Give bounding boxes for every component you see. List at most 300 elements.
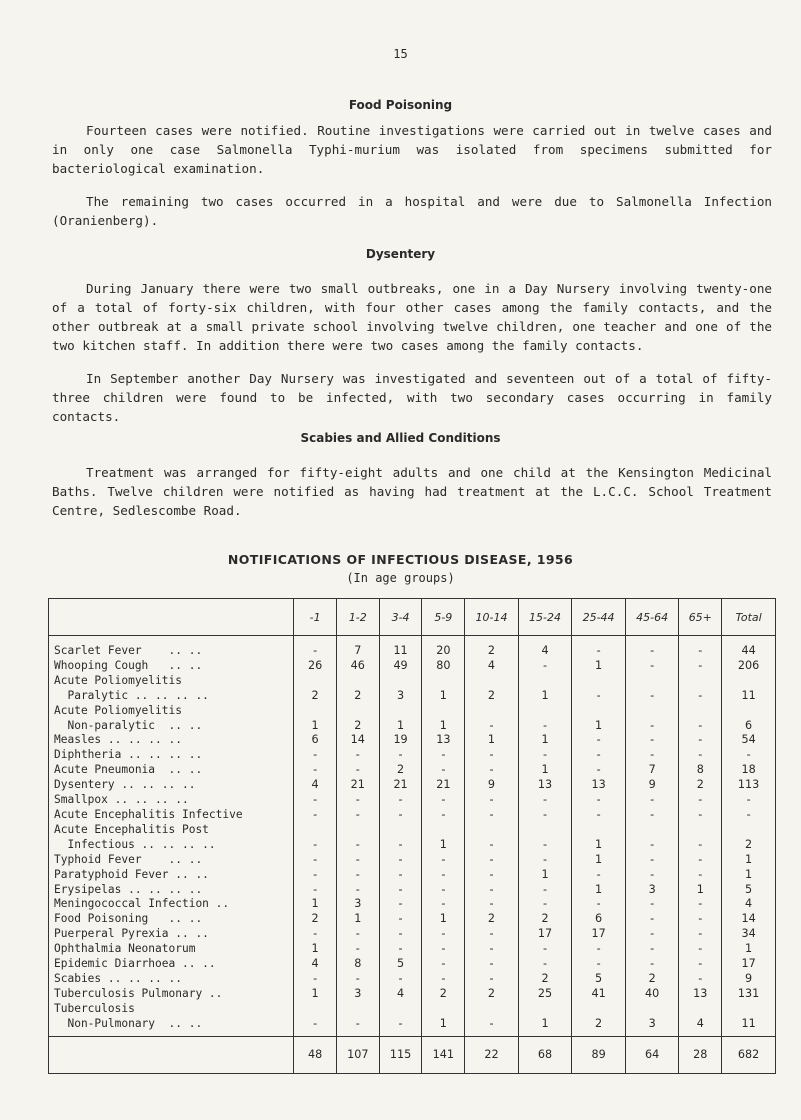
case-count: - <box>336 927 379 942</box>
case-count: - <box>422 853 465 868</box>
case-count: - <box>336 942 379 957</box>
case-count: 1 <box>722 942 776 957</box>
case-count: 44 <box>722 636 776 659</box>
case-count: - <box>379 883 422 898</box>
case-count: - <box>465 972 519 987</box>
case-count: 1 <box>422 838 465 853</box>
case-count: - <box>294 838 337 853</box>
dysentery-heading: Dysentery <box>365 247 436 261</box>
case-count: 13 <box>572 778 626 793</box>
case-count <box>379 704 422 719</box>
case-count: - <box>294 883 337 898</box>
case-count <box>722 823 776 838</box>
case-count: - <box>294 748 337 763</box>
case-count: - <box>679 808 722 823</box>
case-count: - <box>625 868 679 883</box>
case-count: - <box>572 957 626 972</box>
case-count: - <box>336 883 379 898</box>
case-count: - <box>625 897 679 912</box>
disease-name: Acute Poliomyelitis <box>49 704 294 719</box>
food-poisoning-paragraph-2: The remaining two cases occurred in a hospital and were due to Salmonella Infection (Oranienberg). <box>52 194 772 228</box>
case-count: - <box>518 853 572 868</box>
case-count <box>679 1002 722 1017</box>
case-count: 1 <box>518 733 572 748</box>
table-row <box>49 704 776 719</box>
case-count: - <box>465 793 519 808</box>
case-count: - <box>518 897 572 912</box>
case-count: - <box>422 883 465 898</box>
column-header: 10-14 <box>465 599 519 636</box>
case-count: 4 <box>679 1017 722 1036</box>
column-header-disease <box>49 599 294 636</box>
case-count: 1 <box>722 853 776 868</box>
table-row <box>49 912 776 927</box>
case-count: - <box>679 748 722 763</box>
table-row <box>49 689 776 704</box>
case-count: - <box>422 927 465 942</box>
column-total: 115 <box>379 1036 422 1073</box>
case-count: 21 <box>336 778 379 793</box>
food-poisoning-heading: Food Poisoning <box>348 98 453 112</box>
notifications-table <box>48 598 776 1074</box>
case-count <box>679 823 722 838</box>
case-count <box>465 823 519 838</box>
case-count: 1 <box>336 912 379 927</box>
case-count: 14 <box>336 733 379 748</box>
case-count: 21 <box>379 778 422 793</box>
case-count: 17 <box>572 927 626 942</box>
case-count: 1 <box>572 883 626 898</box>
case-count: 49 <box>379 659 422 674</box>
case-count: - <box>679 659 722 674</box>
column-header: 1-2 <box>336 599 379 636</box>
case-count: - <box>518 883 572 898</box>
case-count: - <box>679 853 722 868</box>
case-count: - <box>625 942 679 957</box>
case-count: 20 <box>422 636 465 659</box>
case-count: - <box>625 838 679 853</box>
case-count: 7 <box>625 763 679 778</box>
case-count: 4 <box>294 778 337 793</box>
dysentery-paragraph-2: In September another Day Nursery was investigated and seventeen out of a total of fifty-three children were found to be infected, with two secondary cases occurring in family contacts. <box>52 371 772 424</box>
case-count: - <box>518 748 572 763</box>
disease-name: Whooping Cough .. .. <box>49 659 294 674</box>
case-count: - <box>336 793 379 808</box>
case-count: - <box>625 912 679 927</box>
case-count: - <box>572 942 626 957</box>
case-count: 131 <box>722 987 776 1002</box>
case-count: - <box>465 719 519 734</box>
case-count: 80 <box>422 659 465 674</box>
case-count: - <box>465 897 519 912</box>
case-count: - <box>465 942 519 957</box>
case-count: - <box>572 748 626 763</box>
case-count: - <box>379 897 422 912</box>
table-row <box>49 957 776 972</box>
case-count: 6 <box>294 733 337 748</box>
case-count: 1 <box>572 719 626 734</box>
disease-name: Ophthalmia Neonatorum <box>49 942 294 957</box>
column-header: 25-44 <box>572 599 626 636</box>
case-count: 8 <box>336 957 379 972</box>
case-count: 1 <box>572 659 626 674</box>
case-count: 4 <box>722 897 776 912</box>
case-count: 1 <box>294 942 337 957</box>
disease-name: Erysipelas .. .. .. .. <box>49 883 294 898</box>
column-total: 22 <box>465 1036 519 1073</box>
disease-name: Puerperal Pyrexia .. .. <box>49 927 294 942</box>
case-count: 1 <box>294 987 337 1002</box>
case-count: 5 <box>722 883 776 898</box>
column-total: 28 <box>679 1036 722 1073</box>
table-row <box>49 1002 776 1017</box>
disease-name: Acute Encephalitis Post <box>49 823 294 838</box>
case-count: - <box>625 689 679 704</box>
case-count: - <box>422 793 465 808</box>
case-count: - <box>679 733 722 748</box>
case-count <box>722 704 776 719</box>
case-count <box>379 1002 422 1017</box>
case-count <box>572 823 626 838</box>
case-count: - <box>572 808 626 823</box>
case-count: 21 <box>422 778 465 793</box>
disease-name: Smallpox .. .. .. .. <box>49 793 294 808</box>
case-count: - <box>336 838 379 853</box>
case-count: - <box>422 957 465 972</box>
case-count <box>518 674 572 689</box>
column-total: 48 <box>294 1036 337 1073</box>
case-count: - <box>518 808 572 823</box>
case-count: - <box>625 733 679 748</box>
case-count: 14 <box>722 912 776 927</box>
case-count: 11 <box>722 1017 776 1036</box>
case-count: - <box>379 793 422 808</box>
case-count: - <box>722 793 776 808</box>
totals-label-cell <box>49 1036 294 1073</box>
case-count: - <box>465 1017 519 1036</box>
case-count: 1 <box>722 868 776 883</box>
case-count <box>625 1002 679 1017</box>
case-count <box>572 704 626 719</box>
case-count: 18 <box>722 763 776 778</box>
case-count: 1 <box>422 912 465 927</box>
case-count: - <box>422 897 465 912</box>
case-count <box>518 1002 572 1017</box>
case-count: - <box>572 897 626 912</box>
case-count: - <box>379 972 422 987</box>
case-count: - <box>572 868 626 883</box>
case-count: 2 <box>679 778 722 793</box>
case-count: - <box>679 912 722 927</box>
case-count: 13 <box>422 733 465 748</box>
case-count: - <box>679 927 722 942</box>
case-count: - <box>679 719 722 734</box>
case-count: - <box>379 748 422 763</box>
table-row <box>49 733 776 748</box>
case-count: 26 <box>294 659 337 674</box>
case-count: - <box>336 853 379 868</box>
case-count: - <box>625 853 679 868</box>
case-count: - <box>679 689 722 704</box>
column-total: 141 <box>422 1036 465 1073</box>
food-poisoning-paragraph-1: Fourteen cases were notified. Routine investigations were carried out in twelve cases and in only one case Salmonella Typhi-murium was isolated from specimens submitted for bacteriological examination. <box>52 123 772 176</box>
case-count: 2 <box>722 838 776 853</box>
case-count: - <box>422 868 465 883</box>
case-count: 1 <box>572 838 626 853</box>
case-count <box>422 1002 465 1017</box>
case-count: 2 <box>336 719 379 734</box>
case-count: 17 <box>722 957 776 972</box>
case-count: - <box>336 808 379 823</box>
case-count: 9 <box>465 778 519 793</box>
case-count: - <box>518 838 572 853</box>
case-count: 4 <box>294 957 337 972</box>
disease-name: Scarlet Fever .. .. <box>49 636 294 659</box>
column-total: 89 <box>572 1036 626 1073</box>
disease-name: Dysentery .. .. .. .. <box>49 778 294 793</box>
case-count: 3 <box>379 689 422 704</box>
case-count: 40 <box>625 987 679 1002</box>
case-count: 46 <box>336 659 379 674</box>
case-count <box>294 1002 337 1017</box>
case-count: - <box>625 793 679 808</box>
case-count: - <box>294 972 337 987</box>
case-count: 11 <box>722 689 776 704</box>
table-row <box>49 883 776 898</box>
case-count: - <box>572 793 626 808</box>
case-count: - <box>679 972 722 987</box>
case-count: 5 <box>572 972 626 987</box>
disease-name: Non-Pulmonary .. .. <box>49 1017 294 1036</box>
case-count: - <box>465 838 519 853</box>
disease-name: Tuberculosis <box>49 1002 294 1017</box>
case-count: 2 <box>572 1017 626 1036</box>
table-row <box>49 838 776 853</box>
case-count: - <box>722 808 776 823</box>
table-row <box>49 972 776 987</box>
disease-name: Food Poisoning .. .. <box>49 912 294 927</box>
case-count: 1 <box>518 868 572 883</box>
case-count: 8 <box>679 763 722 778</box>
case-count: - <box>379 942 422 957</box>
case-count: - <box>679 868 722 883</box>
table-row <box>49 808 776 823</box>
column-header: -1 <box>294 599 337 636</box>
case-count: - <box>625 719 679 734</box>
table-row <box>49 987 776 1002</box>
case-count: 9 <box>625 778 679 793</box>
case-count: - <box>294 868 337 883</box>
column-header: Total <box>722 599 776 636</box>
scabies-paragraph-1: Treatment was arranged for fifty-eight adults and one child at the Kensington Medicinal Baths. Twelve children were notified as having had treatment at the L.C.C. School Treatment Centre, Sedlescombe Road. <box>52 465 772 518</box>
disease-name: Acute Poliomyelitis <box>49 674 294 689</box>
disease-name: Paralytic .. .. .. .. <box>49 689 294 704</box>
case-count: 9 <box>722 972 776 987</box>
disease-name: Acute Pneumonia .. .. <box>49 763 294 778</box>
disease-name: Non-paralytic .. .. <box>49 719 294 734</box>
case-count: 2 <box>379 763 422 778</box>
disease-name: Tuberculosis Pulmonary .. <box>49 987 294 1002</box>
case-count: 6 <box>572 912 626 927</box>
case-count <box>722 674 776 689</box>
case-count: - <box>625 659 679 674</box>
case-count: 1 <box>422 1017 465 1036</box>
case-count: - <box>625 748 679 763</box>
case-count: 4 <box>465 659 519 674</box>
disease-name: Paratyphoid Fever .. .. <box>49 868 294 883</box>
column-total: 68 <box>518 1036 572 1073</box>
case-count <box>465 704 519 719</box>
case-count: - <box>625 927 679 942</box>
case-count: - <box>572 636 626 659</box>
case-count: 19 <box>379 733 422 748</box>
column-header: 15-24 <box>518 599 572 636</box>
case-count: 1 <box>518 1017 572 1036</box>
case-count: - <box>572 763 626 778</box>
case-count: - <box>336 763 379 778</box>
case-count: 11 <box>379 636 422 659</box>
table-row <box>49 868 776 883</box>
case-count <box>294 674 337 689</box>
table-row <box>49 674 776 689</box>
case-count: - <box>422 972 465 987</box>
case-count: - <box>518 659 572 674</box>
column-header: 3-4 <box>379 599 422 636</box>
case-count: 3 <box>336 987 379 1002</box>
case-count: - <box>722 748 776 763</box>
case-count: 1 <box>465 733 519 748</box>
case-count: 4 <box>518 636 572 659</box>
column-header: 5-9 <box>422 599 465 636</box>
case-count: - <box>679 942 722 957</box>
table-row <box>49 942 776 957</box>
case-count: - <box>465 748 519 763</box>
column-header: 45-64 <box>625 599 679 636</box>
case-count: 2 <box>465 912 519 927</box>
case-count: - <box>422 808 465 823</box>
table-row <box>49 823 776 838</box>
case-count: - <box>294 763 337 778</box>
case-count <box>336 704 379 719</box>
case-count: 3 <box>625 883 679 898</box>
case-count: 17 <box>518 927 572 942</box>
case-count: - <box>465 853 519 868</box>
table-row <box>49 897 776 912</box>
case-count <box>679 704 722 719</box>
case-count: 3 <box>336 897 379 912</box>
case-count: - <box>379 912 422 927</box>
case-count: 1 <box>679 883 722 898</box>
case-count <box>336 823 379 838</box>
case-count: - <box>379 838 422 853</box>
table-row <box>49 636 776 659</box>
case-count: 13 <box>679 987 722 1002</box>
case-count: - <box>625 636 679 659</box>
case-count: 13 <box>518 778 572 793</box>
case-count <box>336 674 379 689</box>
case-count: - <box>336 1017 379 1036</box>
case-count: - <box>679 897 722 912</box>
case-count: - <box>294 793 337 808</box>
case-count: - <box>518 957 572 972</box>
case-count: - <box>518 719 572 734</box>
case-count: - <box>679 838 722 853</box>
case-count: 1 <box>294 897 337 912</box>
case-count: - <box>379 1017 422 1036</box>
case-count: - <box>336 868 379 883</box>
case-count: - <box>625 957 679 972</box>
case-count <box>422 704 465 719</box>
case-count <box>465 674 519 689</box>
case-count <box>572 1002 626 1017</box>
disease-name: Diphtheria .. .. .. .. <box>49 748 294 763</box>
case-count: - <box>379 868 422 883</box>
case-count: 2 <box>465 636 519 659</box>
dysentery-paragraph-1: During January there were two small outbreaks, one in a Day Nursery involving twenty-one of a total of forty-six children, with four other cases among the family contacts, and the other outbreak at a small private school involving twelve children, one teacher and one of the two kitchen staff. In addition there were two cases among the family contacts. <box>52 281 772 353</box>
case-count: 54 <box>722 733 776 748</box>
case-count: - <box>465 868 519 883</box>
case-count: - <box>294 927 337 942</box>
case-count <box>294 823 337 838</box>
scabies-heading: Scabies and Allied Conditions <box>300 431 501 445</box>
case-count: - <box>572 689 626 704</box>
table-row <box>49 719 776 734</box>
table-row <box>49 927 776 942</box>
table-subtitle: (In age groups) <box>346 571 455 585</box>
case-count: 1 <box>294 719 337 734</box>
case-count: - <box>465 763 519 778</box>
column-total: 682 <box>722 1036 776 1073</box>
case-count: - <box>379 808 422 823</box>
case-count: 1 <box>422 719 465 734</box>
disease-name: Acute Encephalitis Infective <box>49 808 294 823</box>
column-total: 64 <box>625 1036 679 1073</box>
case-count: 2 <box>294 689 337 704</box>
case-count: 4 <box>379 987 422 1002</box>
case-count: - <box>679 793 722 808</box>
table-body <box>49 636 776 1037</box>
case-count: 2 <box>625 972 679 987</box>
table-title: NOTIFICATIONS OF INFECTIOUS DISEASE, 1956 <box>227 552 574 567</box>
page-number: 15 <box>393 47 408 61</box>
case-count: - <box>679 636 722 659</box>
case-count: 2 <box>336 689 379 704</box>
case-count: 2 <box>518 912 572 927</box>
case-count: 7 <box>336 636 379 659</box>
table-row <box>49 659 776 674</box>
case-count: 1 <box>518 689 572 704</box>
case-count <box>722 1002 776 1017</box>
case-count: 5 <box>379 957 422 972</box>
case-count: 1 <box>422 689 465 704</box>
case-count: - <box>518 793 572 808</box>
case-count: 41 <box>572 987 626 1002</box>
case-count: 2 <box>465 689 519 704</box>
disease-name: Infectious .. .. .. .. <box>49 838 294 853</box>
case-count: - <box>379 853 422 868</box>
case-count: 2 <box>422 987 465 1002</box>
case-count: - <box>465 883 519 898</box>
case-count: 3 <box>625 1017 679 1036</box>
case-count: - <box>379 927 422 942</box>
case-count: 2 <box>294 912 337 927</box>
case-count <box>518 704 572 719</box>
case-count: - <box>336 972 379 987</box>
case-count <box>625 823 679 838</box>
case-count: - <box>294 636 337 659</box>
case-count: 113 <box>722 778 776 793</box>
case-count <box>572 674 626 689</box>
